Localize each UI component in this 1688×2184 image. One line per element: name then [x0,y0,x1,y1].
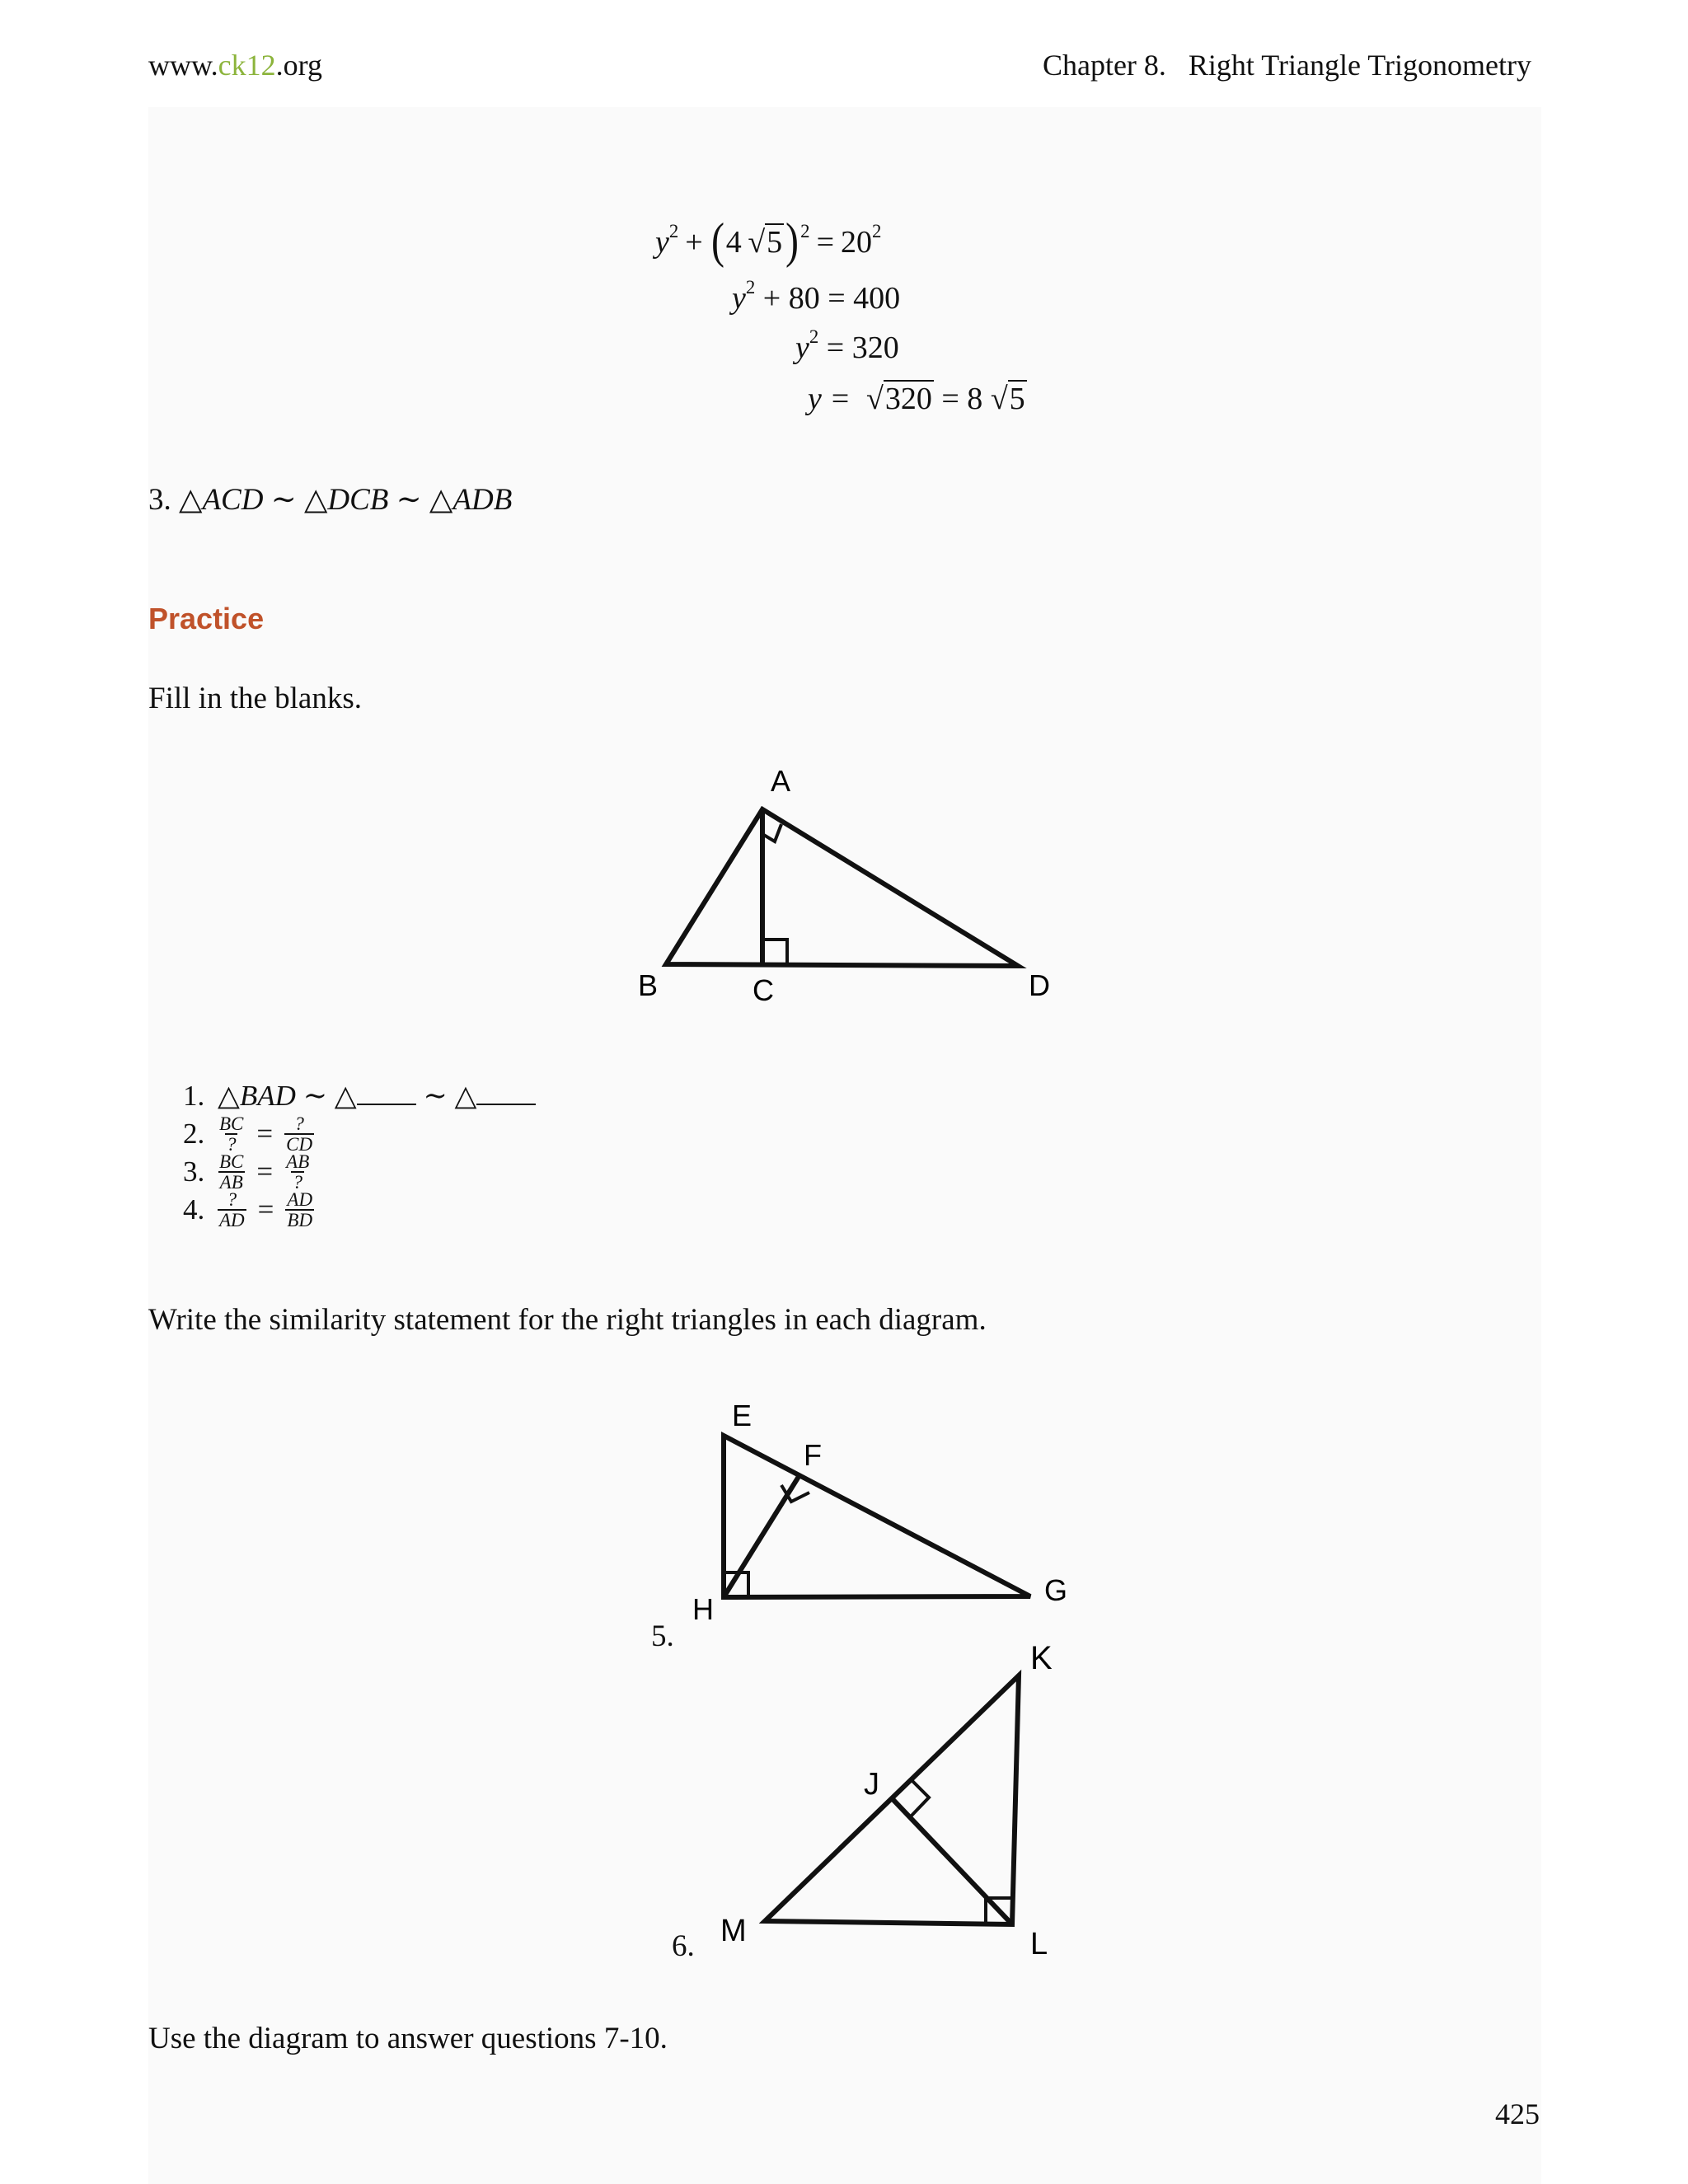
chapter-title: Chapter 8. Right Triangle Trigonometry [1042,49,1531,82]
label-k: K [1030,1640,1053,1676]
problem-5-number: 5. [651,1619,674,1653]
site-url[interactable]: www.ck12.org [148,49,322,82]
label-m: M [720,1914,747,1948]
triangle-ehg-outline [724,1436,1030,1597]
label-c: C [753,973,774,1007]
triangle-diagram-ehg [684,1393,1080,1640]
label-j: J [864,1767,879,1802]
practice-heading: Practice [148,602,265,635]
label-b: B [638,968,659,1002]
label-e: E [732,1399,753,1432]
page-number: 425 [1495,2097,1540,2130]
blank-item-1: 1. △BAD ∼ △ ∼ △ [183,1080,536,1113]
blank-1a[interactable] [357,1080,416,1105]
fill-instruction: Fill in the blanks. [148,682,362,715]
label-h: H [692,1592,714,1626]
equation-1: $y^2 + (4$ $√5)^2 = 20^2$ [655,213,882,268]
similarity-instruction: Write the similarity statement for the right triangles in each diagram. [148,1303,987,1337]
label-l: L [1030,1927,1048,1961]
triangle-diagram-abd [626,766,1071,1014]
triangle-diagram-mlk [709,1636,1088,1966]
equation-3: $y^2 = 320$ [795,326,899,365]
blank-item-3: 3. $\frac{BC}{AB}$ = $\frac{AB}{?}$ [183,1151,310,1193]
blank-1b[interactable] [476,1080,536,1105]
diagram-instruction: Use the diagram to answer questions 7-10. [148,2022,668,2055]
label-d: D [1029,968,1050,1002]
label-g: G [1044,1573,1068,1607]
triangle-abd-outline [666,809,1018,966]
right-angle-mark-a [762,824,781,841]
right-angle-mark-j [892,1779,929,1817]
problem-6-number: 6. [672,1929,695,1963]
blank-item-2: 2. $\frac{BC}{?}$ = $\frac{?}{CD}$ [183,1113,313,1155]
equation-4: y = √320 = 8 √5 [808,382,1025,416]
label-f: F [804,1438,822,1472]
right-angle-mark-c [762,940,787,964]
answer-3: 3. △ACD ∼ △DCB ∼ △ADB [148,483,513,517]
blank-item-4: 4. $\frac{?}{AD}$ = $\frac{AD}{BD}$ [183,1189,313,1230]
equation-2: $y^2 + 80 = 400$ [732,276,901,316]
label-a: A [771,766,791,798]
